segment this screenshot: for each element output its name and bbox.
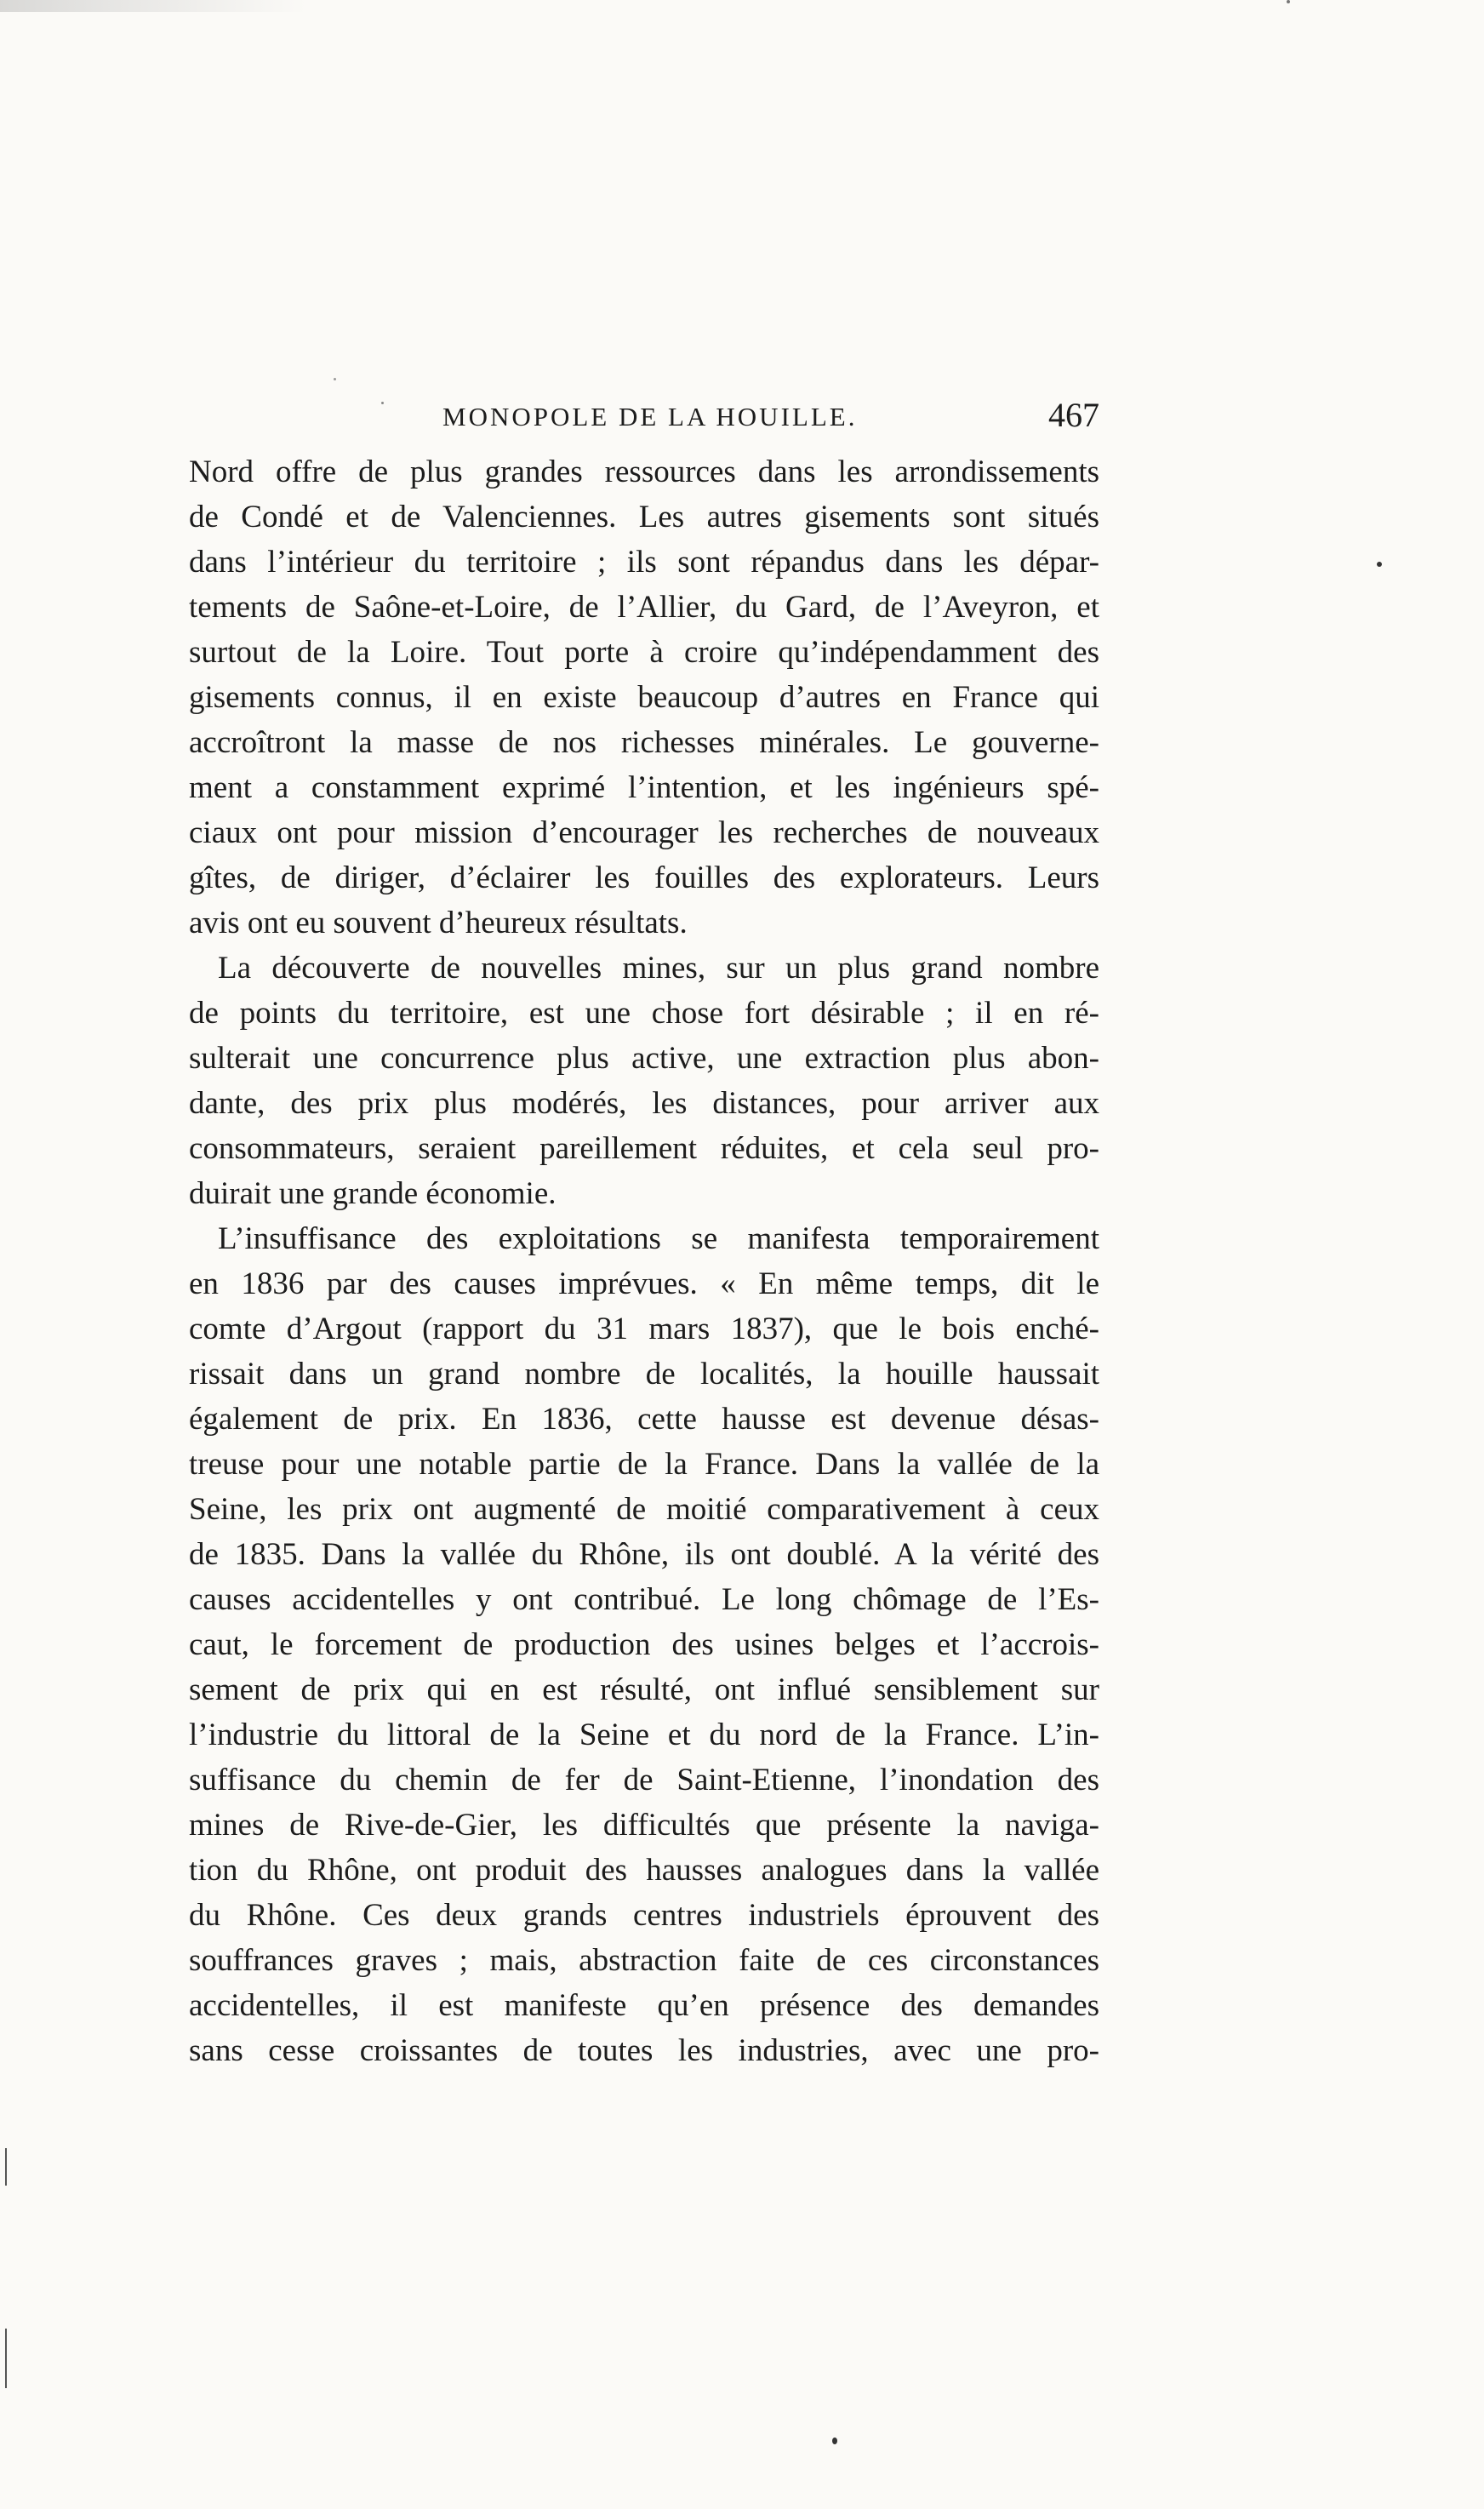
text-line: Nord offre de plus grandes ressources dans les arrondissements (189, 454, 1099, 489)
text-line: gîtes, de diriger, d’éclairer les fouilles des explorateurs. Leurs (189, 860, 1099, 895)
text-line: Seine, les prix ont augmenté de moitié comparativement à ceux (189, 1492, 1099, 1527)
text-line: causes accidentelles y ont contribué. Le long chômage de l’Es- (189, 1582, 1099, 1617)
text-line: gisements connus, il en existe beaucoup d’autres en France qui (189, 680, 1099, 715)
text-line: surtout de la Loire. Tout porte à croire qu’indépendamment des (189, 635, 1099, 670)
text-line: sans cesse croissantes de toutes les industries, avec une pro- (189, 2033, 1099, 2068)
scan-edge-noise (0, 0, 1484, 12)
text-line: La découverte de nouvelles mines, sur un plus grand nombre (218, 951, 1099, 986)
paragraph-2 (189, 946, 1099, 1216)
paragraph-3 (189, 1216, 1099, 2073)
scan-speck (334, 378, 336, 380)
text-line: l’industrie du littoral de la Seine et du nord de la France. L’in- (189, 1717, 1099, 1752)
scan-speck (381, 402, 384, 404)
text-line: de points du territoire, est une chose fort désirable ; il en ré- (189, 996, 1099, 1031)
text-line: ment a constamment exprimé l’intention, et les ingénieurs spé- (189, 770, 1099, 805)
page-number: 467 (1048, 396, 1099, 434)
text-line: ciaux ont pour mission d’encourager les recherches de nouveaux (189, 815, 1099, 850)
scan-speck (1287, 0, 1290, 3)
scan-speck (832, 2438, 837, 2444)
running-head: MONOPOLE DE LA HOUILLE. (442, 402, 858, 432)
text-line: rissait dans un grand nombre de localités, la houille haussait (189, 1357, 1099, 1392)
page-header (189, 393, 1099, 444)
text-line: suffisance du chemin de fer de Saint-Etienne, l’inondation des (189, 1763, 1099, 1797)
text-line: sulterait une concurrence plus active, une extraction plus abon- (189, 1041, 1099, 1076)
body-text (189, 449, 1099, 2073)
text-line: mines de Rive-de-Gier, les difficultés que présente la naviga- (189, 1808, 1099, 1843)
text-line: en 1836 par des causes imprévues. « En même temps, dit le (189, 1266, 1099, 1301)
text-line: tements de Saône-et-Loire, de l’Allier, du Gard, de l’Aveyron, et (189, 590, 1099, 625)
text-line: de Condé et de Valenciennes. Les autres gisements sont situés (189, 500, 1099, 534)
text-line: souffrances graves ; mais, abstraction faite de ces circonstances (189, 1943, 1099, 1978)
text-line: L’insuffisance des exploitations se manifesta temporairement (218, 1221, 1099, 1256)
paragraph-1 (189, 449, 1099, 946)
scan-edge-mark (5, 2148, 7, 2186)
text-line: dans l’intérieur du territoire ; ils sont répandus dans les dépar- (189, 545, 1099, 580)
scan-speck (1377, 562, 1382, 567)
text-line: caut, le forcement de production des usines belges et l’accrois- (189, 1627, 1099, 1662)
text-line: dante, des prix plus modérés, les distances, pour arriver aux (189, 1086, 1099, 1121)
text-line: également de prix. En 1836, cette hausse est devenue désas- (189, 1402, 1099, 1437)
text-line: du Rhône. Ces deux grands centres industriels éprouvent des (189, 1898, 1099, 1933)
text-line: sement de prix qui en est résulté, ont influé sensiblement sur (189, 1672, 1099, 1707)
text-line: de 1835. Dans la vallée du Rhône, ils ont doublé. A la vérité des (189, 1537, 1099, 1572)
text-line: consommateurs, seraient pareillement réduites, et cela seul pro- (189, 1131, 1099, 1166)
text-line: treuse pour une notable partie de la France. Dans la vallée de la (189, 1447, 1099, 1482)
text-line: avis ont eu souvent d’heureux résultats. (189, 906, 688, 940)
text-line: tion du Rhône, ont produit des hausses analogues dans la vallée (189, 1853, 1099, 1888)
text-line: accidentelles, il est manifeste qu’en présence des demandes (189, 1988, 1099, 2023)
text-line: duirait une grande économie. (189, 1176, 556, 1211)
scan-edge-mark (5, 2329, 7, 2388)
text-line: accroîtront la masse de nos richesses minérales. Le gouverne- (189, 725, 1099, 760)
text-line: comte d’Argout (rapport du 31 mars 1837), que le bois enché- (189, 1312, 1099, 1346)
